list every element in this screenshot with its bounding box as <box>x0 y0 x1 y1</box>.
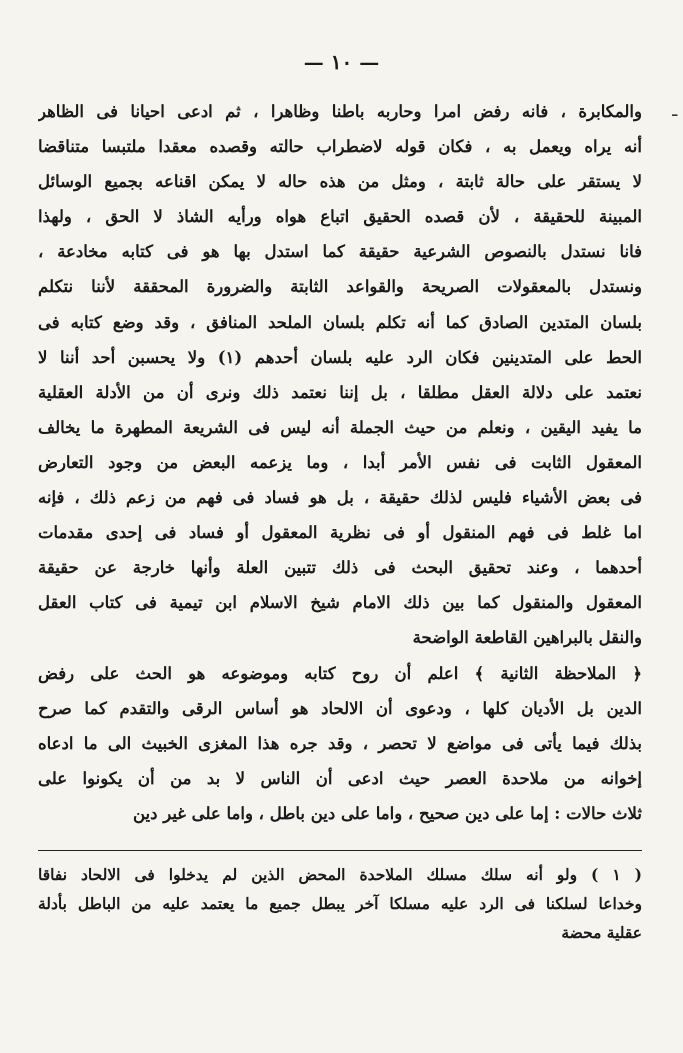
page-number: — ١٠ — <box>303 50 380 74</box>
text-line: أنه يراه ويعمل به ، فكان قوله لاضطراب حالته وقصده معقدا ملتبسا متناقضا <box>38 137 642 157</box>
text-line: أحدهما ، وعند تحقيق البحث فى ذلك تتبين العلة وأنها خارجة عن حقيقة <box>38 558 642 578</box>
text-line: الدين بل الأديان كلها ، ودعوى أن الالحاد هو أساس الرقى والتقدم كما صرح <box>38 698 642 718</box>
text-line: المعقول والمنقول كما بين ذلك الامام شيخ الاسلام ابن تيمية فى كتاب العقل <box>38 593 642 613</box>
text-line: المعقول الثابت فى نفس الأمر أبدا ، وما يزعمه البعض من وجود التعارض <box>38 452 642 472</box>
footnotes <box>38 860 642 947</box>
text-line: ما يفيد اليقين ، ونعلم من حيث الجملة أنه ليس فى الشريعة المطهرة ما يخالف <box>38 417 642 437</box>
text-line: لا يستقر على حالة ثابتة ، ومثل من هذه حاله لا يمكن اقناعه بجميع الوسائل <box>38 172 642 192</box>
text-line: بذلك فيما يأتى فى مواضع لا تحصر ، وقد جره هذا المغزى الخبيث الى ما ادعاه <box>38 733 642 753</box>
margin-mark: ـ <box>672 100 678 121</box>
footnote-line: عقلية محضة <box>561 923 642 942</box>
text-line: بلسان المتدين الصادق كما أنه تكلم بلسان الملحد المنافق ، وقد وضع كتابه فى <box>38 312 642 332</box>
text-line: المبينة للحقيقة ، لأن قصده الحقيق اتباع هواه ورأيه الشاذ لا الحق ، ولهذا <box>38 207 642 227</box>
text-line: والمكابرة ، فانه رفض امرا وحاربه باطنا وظاهرا ، ثم ادعى احيانا فى الظاهر <box>38 102 642 121</box>
text-line: ونستدل بالمعقولات الصريحة والقواعد الثابتة والضرورة المحققة لأننا نتكلم <box>38 277 642 297</box>
text-line: إخوانه من ملاحدة العصر حيث ادعى أن الناس لا بد من أن يكونوا على <box>38 768 642 788</box>
footnote-line: وخداعا لسلكنا فى الرد عليه مسلكا آخر يبطل جميع ما يعتمد عليه من الباطل بأدلة <box>38 894 642 913</box>
text-line: نعتمد على دلالة العقل مطلقا ، بل إننا نعتمد ذلك ونرى أن من الأدلة العقلية <box>38 382 642 402</box>
text-line: ثلاث حالات : إما على دين صحيح ، واما على دين باطل ، واما على غير دين <box>132 803 642 823</box>
text-line: فى بعض الأشياء فليس لذلك حقيقة ، بل هو فساد فى فهم من زعم ذلك ، فإنه <box>38 488 642 508</box>
text-line: اما غلط فى فهم المنقول أو فى نظرية المعقول أو فساد فى إحدى مقدمات <box>38 523 642 543</box>
text-line: فانا نستدل بالنصوص الشرعية حقيقة كما استدل بها هو فى كتابه مخادعة ، <box>38 242 642 262</box>
footnote-line: ( ١ ) ولو أنه سلك مسلك الملاحدة المحض الذين لم يدخلوا فى الالحاد نفاقا <box>38 865 642 884</box>
text-line: الحط على المتدينين فكان الرد عليه بلسان أحدهم (١) ولا يحسبن أحد أننا لا <box>38 347 642 367</box>
footnote-divider <box>38 850 642 851</box>
text-line: والنقل بالبراهين القاطعة الواضحة <box>412 628 642 648</box>
text-line: ﴿ الملاحظة الثانية ﴾ اعلم أن روح كتابه وموضوعه هو الحث على رفض <box>38 663 642 683</box>
main-text <box>38 94 642 831</box>
